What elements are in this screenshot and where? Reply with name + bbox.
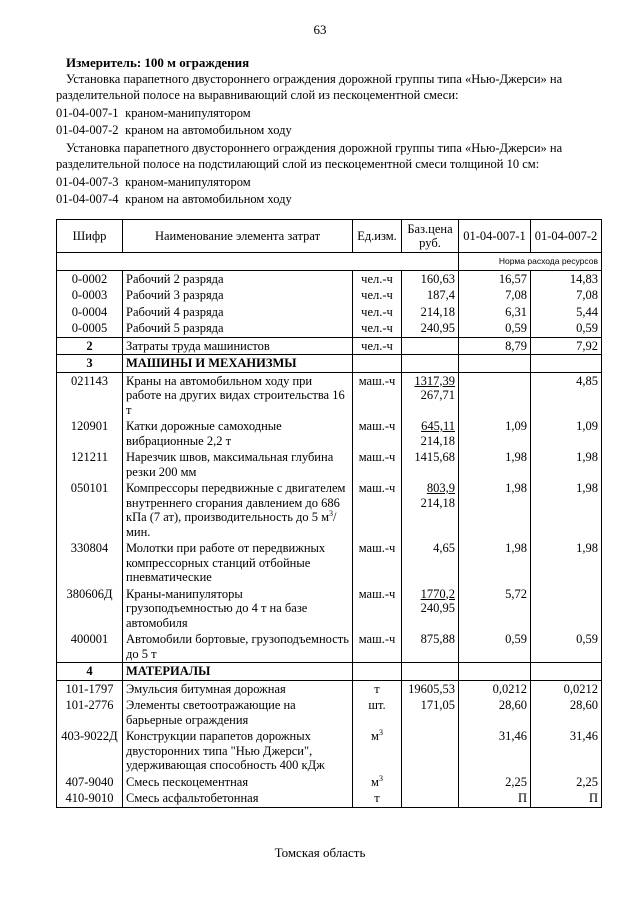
cell-code: 410-9010 [57,790,123,807]
cell-value-1: П [459,790,531,807]
cell-name: МАТЕРИАЛЫ [123,663,353,681]
column-header: Ед.изм. [353,220,402,253]
cell-value-2: 2,25 [531,774,602,791]
cell-code: 101-1797 [57,680,123,697]
cell-code: 0-0002 [57,270,123,287]
cell-value-1: 1,98 [459,449,531,480]
code-line: 01-04-007-2 краном на автомобильном ходу [56,123,292,137]
table-row [57,480,602,540]
table-row [57,680,602,697]
cell-unit: маш.-ч [353,480,402,540]
table-row [57,304,602,321]
table-row [57,270,602,287]
cell-name: Рабочий 2 разряда [123,270,353,287]
cell-value-1: 7,08 [459,287,531,304]
cell-code: 021143 [57,372,123,418]
table-row [57,287,602,304]
cell-name: Нарезчик швов, максимальная глубина резки 200 мм [123,449,353,480]
cell-value-1: 16,57 [459,270,531,287]
column-header: Наименование элемента затрат [123,220,353,253]
cell-unit: чел.-ч [353,287,402,304]
cell-unit: $м^3$ [353,774,402,791]
cell-price: 4,65 [402,540,459,586]
cell-unit: $м^3$ [353,728,402,774]
cell-value-2: 7,92 [531,337,602,355]
column-header: Шифр [57,220,123,253]
cell-value-2: 0,59 [531,320,602,337]
table-row [57,586,602,632]
cell-price: 187,4 [402,287,459,304]
cell-name: Рабочий 3 разряда [123,287,353,304]
cell-value-1: 0,59 [459,320,531,337]
cell-value-1 [459,355,531,373]
cell-value-1: 5,72 [459,586,531,632]
cell-price [402,663,459,681]
cell-value-2 [531,586,602,632]
column-header: 01-04-007-2 [531,220,602,253]
cell-code: 400001 [57,631,123,663]
cell-name: Смесь асфальтобетонная [123,790,353,807]
cell-price [402,355,459,373]
cell-unit: маш.-ч [353,372,402,418]
cell-value-1 [459,663,531,681]
cell-unit: маш.-ч [353,449,402,480]
cell-name: Краны на автомобильном ходу при работе на других видах строительства 16 т [123,372,353,418]
cell-unit: маш.-ч [353,418,402,449]
column-header: 01-04-007-1 [459,220,531,253]
cell-name: Автомобили бортовые, грузоподъемность до 5 т [123,631,353,663]
table-row [57,697,602,728]
cell-name: Элементы светоотражающие на барьерные ограждения [123,697,353,728]
meter-heading: Измеритель: 100 м ограждения [66,55,250,70]
cell-value-2 [531,355,602,373]
cell-name: Катки дорожные самоходные вибрационные 2,2 т [123,418,353,449]
cell-value-1 [459,372,531,418]
section-row [57,663,602,681]
cell-code: 403-9022Д [57,728,123,774]
cell-value-2: 1,98 [531,480,602,540]
cell-unit: чел.-ч [353,270,402,287]
cell-price: 645,11 214,18 [402,418,459,449]
cell-price: 875,88 [402,631,459,663]
table-row [57,449,602,480]
cell-name: Краны-манипуляторы грузоподъемностью до 4 т на базе автомобиля [123,586,353,632]
cell-value-1: 8,79 [459,337,531,355]
cell-value-2: 0,59 [531,631,602,663]
cell-value-2: 1,98 [531,449,602,480]
cell-value-2: 28,60 [531,697,602,728]
cell-unit: чел.-ч [353,320,402,337]
cell-price [402,728,459,774]
cell-value-1: 1,98 [459,540,531,586]
cell-price: 240,95 [402,320,459,337]
cell-code: 050101 [57,480,123,540]
cell-unit: т [353,790,402,807]
resource-table [56,219,602,808]
cell-price: 160,63 [402,270,459,287]
cell-code: 101-2776 [57,697,123,728]
column-header: Баз.цена руб. [402,220,459,253]
cell-code: 2 [57,337,123,355]
cell-value-2: 1,98 [531,540,602,586]
cell-code: 3 [57,355,123,373]
cell-unit: чел.-ч [353,304,402,321]
page-number: 63 [313,22,327,37]
cell-unit: т [353,680,402,697]
cell-price: 1415,68 [402,449,459,480]
section-row [57,337,602,355]
cell-value-2: 31,46 [531,728,602,774]
cell-value-2: 7,08 [531,287,602,304]
cell-price: 1770,2 240,95 [402,586,459,632]
cell-name: Эмульсия битумная дорожная [123,680,353,697]
cell-value-1: 1,09 [459,418,531,449]
cell-unit: маш.-ч [353,586,402,632]
cell-code: 0-0003 [57,287,123,304]
norm-row [57,253,602,271]
cell-code: 407-9040 [57,774,123,791]
cell-code: 0-0004 [57,304,123,321]
cell-name: Компрессоры передвижные с двигателем внутреннего сгорания давлением до 686 кПа (7 ат), производительность до 5 $м^3$/мин. [123,480,353,540]
footer-region: Томская область [274,845,366,860]
cell-code: 0-0005 [57,320,123,337]
cell-value-1: 1,98 [459,480,531,540]
cell-price: 214,18 [402,304,459,321]
cell-price [402,774,459,791]
cell-price: 171,05 [402,697,459,728]
intro-paragraph-2: Установка парапетного двустороннего ограждения дорожной группы типа «Нью-Джерси» на разделительной полосе на подстилающий слой из пескоцементной смеси толщиной 10 см: [56,141,563,171]
cell-name: МАШИНЫ И МЕХАНИЗМЫ [123,355,353,373]
cell-code: 121211 [57,449,123,480]
table-row [57,631,602,663]
section-row [57,355,602,373]
cell-value-2: 5,44 [531,304,602,321]
code-line: 01-04-007-3 краном-манипулятором [56,175,251,189]
cell-name: Конструкции парапетов дорожных двусторонних типа "Нью Джерси", удерживающая способность 400 кДж [123,728,353,774]
cell-value-1: 6,31 [459,304,531,321]
table-row [57,418,602,449]
cell-unit: маш.-ч [353,631,402,663]
table-row [57,372,602,418]
cell-code: 380606Д [57,586,123,632]
cell-price [402,790,459,807]
cell-value-2: 0,0212 [531,680,602,697]
cell-value-1: 28,60 [459,697,531,728]
cell-value-1: 2,25 [459,774,531,791]
cell-unit: шт. [353,697,402,728]
cell-unit: маш.-ч [353,540,402,586]
cell-value-2: 4,85 [531,372,602,418]
table-row [57,320,602,337]
cell-value-2: 14,83 [531,270,602,287]
cell-name: Затраты труда машинистов [123,337,353,355]
cell-code: 4 [57,663,123,681]
intro-paragraph-1: Установка парапетного двустороннего ограждения дорожной группы типа «Нью-Джерси» на разделительной полосе на выравнивающий слой из пескоцементной смеси: [56,72,563,102]
cell-price: 803,9 214,18 [402,480,459,540]
table-row [57,774,602,791]
cell-price: 19605,53 [402,680,459,697]
cell-unit [353,355,402,373]
cell-value-1: 0,59 [459,631,531,663]
cell-value-2: 1,09 [531,418,602,449]
cell-price [402,337,459,355]
cell-price: 1317,39 267,71 [402,372,459,418]
cell-name: Рабочий 5 разряда [123,320,353,337]
cell-code: 330804 [57,540,123,586]
table-header-row [57,220,602,253]
cell-name: Рабочий 4 разряда [123,304,353,321]
cell-value-2 [531,663,602,681]
table-row [57,540,602,586]
table-row [57,790,602,807]
table-row [57,728,602,774]
cell-name: Смесь пескоцементная [123,774,353,791]
code-line: 01-04-007-1 краном-манипулятором [56,106,251,120]
cell-code: 120901 [57,418,123,449]
code-line: 01-04-007-4 краном на автомобильном ходу [56,192,292,206]
cell-unit: чел.-ч [353,337,402,355]
cell-value-2: П [531,790,602,807]
norm-label: Норма расхода ресурсов [459,253,602,271]
cell-value-1: 0,0212 [459,680,531,697]
cell-name: Молотки при работе от передвижных компрессорных станций отбойные пневматические [123,540,353,586]
cell-value-1: 31,46 [459,728,531,774]
cell-unit [353,663,402,681]
